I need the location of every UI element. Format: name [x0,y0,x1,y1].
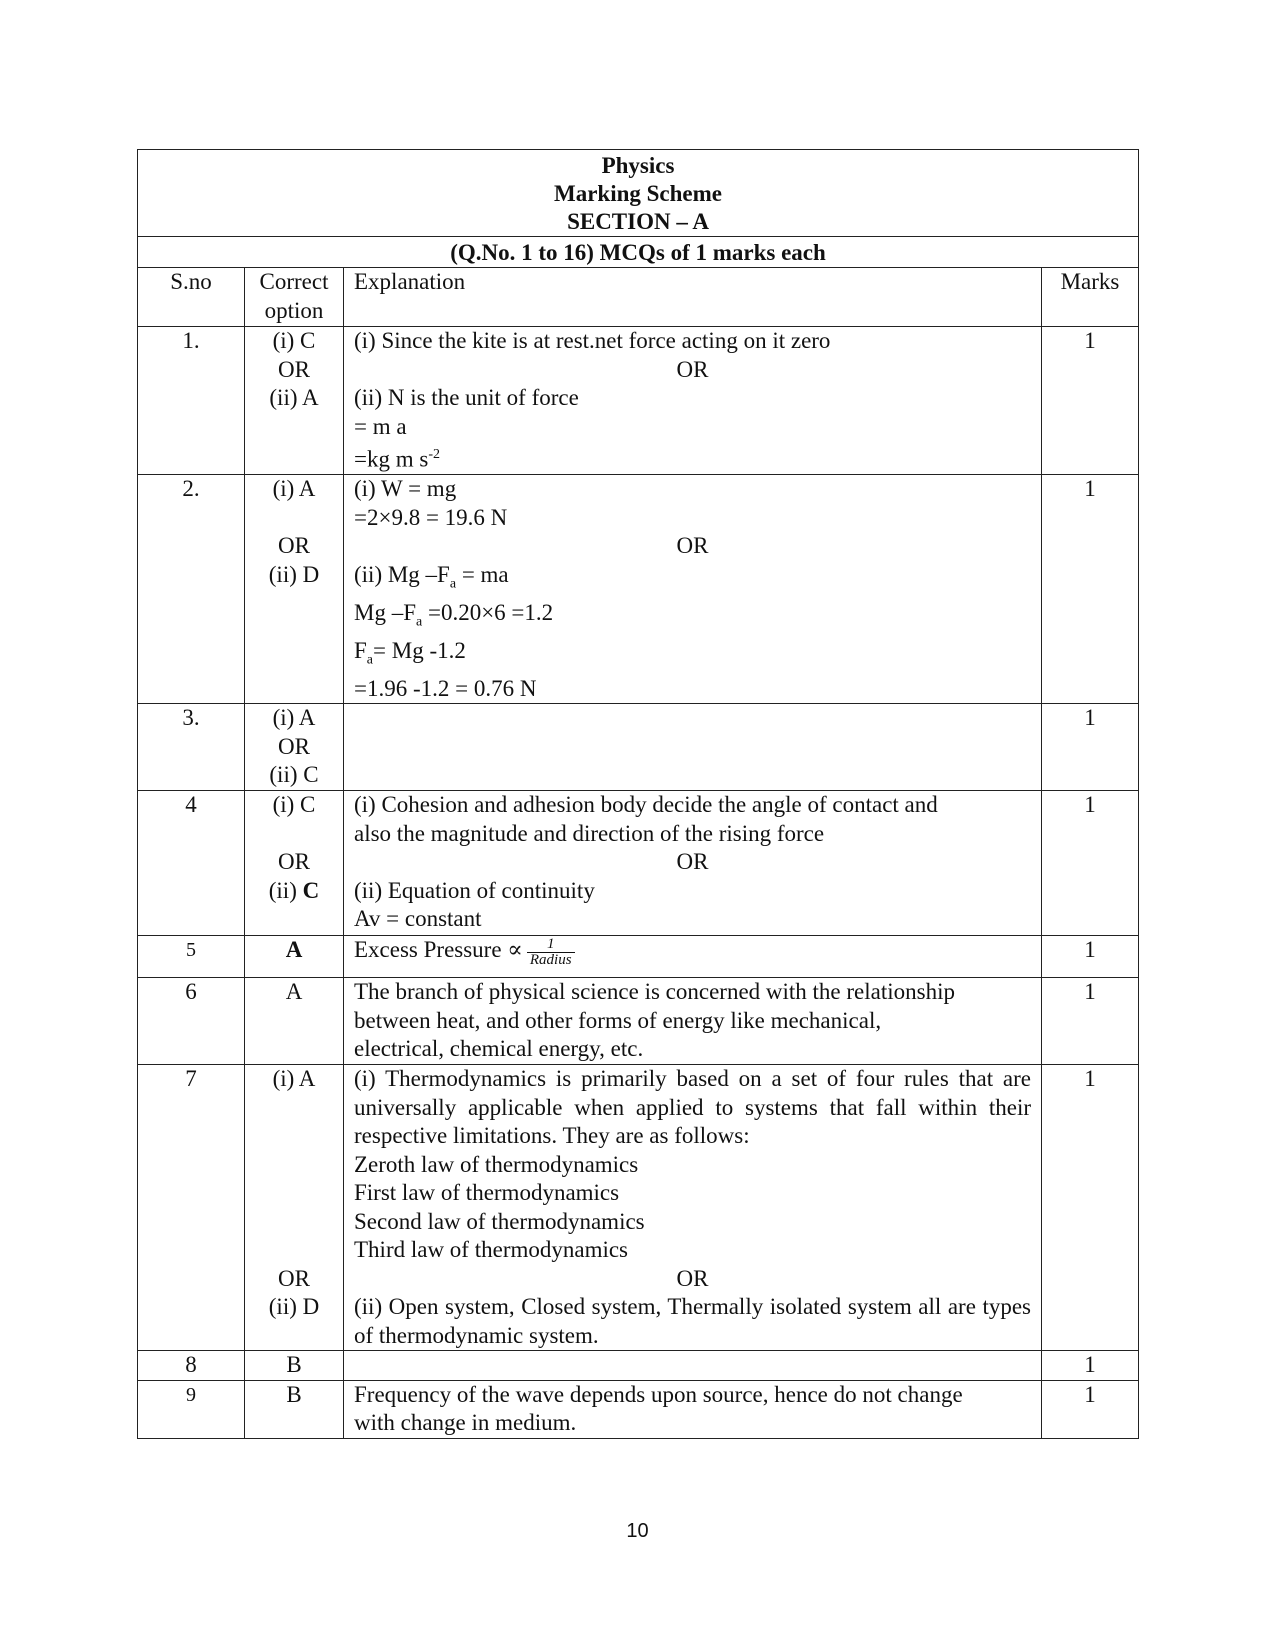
col-option-line1: Correct [259,269,329,294]
option-ii-prefix: (ii) [268,877,303,903]
explanation-line: Av = constant [354,906,482,932]
option-ii: (ii) A [269,385,319,410]
subheading-row [138,237,1139,268]
explanation-or: OR [676,1265,709,1291]
explanation-line: (i) Since the kite is at rest.net force acting on it zero [354,328,831,353]
option-cell: B [245,1351,344,1381]
explanation-line: electrical, chemical energy, etc. [354,1036,644,1062]
explanation-line: =2×9.8 = 19.6 N [354,504,508,530]
explanation-line: (ii) N is the unit of force [354,385,579,410]
table-row [138,704,1139,791]
section-title: SECTION – A [567,209,709,234]
option-ii: (ii) D [268,1294,320,1320]
unit-exponent: -2 [428,447,440,462]
option-letter: A [285,937,303,963]
sno-cell: 8 [138,1351,245,1381]
option-cell [245,791,344,936]
explanation-line [354,599,1031,637]
subject-title: Physics [601,153,675,178]
option-cell [245,327,344,475]
table-row [138,978,1139,1065]
explanation-cell [344,1351,1042,1381]
sno-cell: 3. [138,704,245,791]
explanation-cell [344,978,1042,1065]
title-row [138,150,1139,237]
option-or: OR [278,849,310,875]
option-ii-letter: C [302,877,320,903]
option-ii: (ii) C [269,762,319,788]
fraction-numerator: 1 [527,937,575,953]
sno-cell: 9 [138,1380,245,1438]
table-row [138,936,1139,978]
marks-cell: 1 [1042,978,1139,1065]
marks-cell: 1 [1042,1351,1139,1381]
col-marks: Marks [1042,268,1139,327]
explanation-line: also the magnitude and direction of the rising force [354,820,825,846]
option-cell: B [245,1380,344,1438]
explanation-line: = m a [354,413,407,439]
marking-scheme-table [137,149,1139,1439]
marks-cell: 1 [1042,704,1139,791]
fraction-denominator: Radius [529,951,572,968]
explanation-cell [344,704,1042,791]
eq-subscript: a [449,576,457,592]
marks-cell: 1 [1042,791,1139,936]
option-or: OR [278,533,310,559]
eq-part: = Mg -1.2 [373,637,466,663]
option-cell [245,704,344,791]
explanation-or: OR [676,533,709,559]
sno-cell: 5 [138,936,245,978]
option-ii: (ii) D [268,561,320,587]
explanation-cell [344,936,1042,978]
explanation-line: (ii) Equation of continuity [354,877,595,903]
explanation-line [354,637,1031,675]
law-item: Second law of thermodynamics [354,1208,645,1234]
explanation-line: with change in medium. [354,1410,577,1436]
col-correct-option [245,268,344,327]
option-i: (i) C [272,328,316,353]
option-i: (i) A [272,1066,316,1092]
column-header-row [138,268,1139,327]
explanation-line [354,441,1031,474]
eq-part: =0.20×6 =1.2 [422,599,554,625]
option-cell [245,475,344,704]
explanation-line: Excess Pressure ∝ [354,937,523,963]
law-item: Zeroth law of thermodynamics [354,1151,639,1177]
table-row [138,1380,1139,1438]
sno-cell: 2. [138,475,245,704]
eq-part: (ii) Mg –F [354,561,450,587]
option-i: (i) A [272,705,316,731]
explanation-cell [344,1380,1042,1438]
option-ii [249,877,339,906]
table-row [138,791,1139,936]
law-item: Third law of thermodynamics [354,1237,629,1263]
eq-part: = ma [456,561,509,587]
marks-cell: 1 [1042,475,1139,704]
option-i: (i) C [272,792,316,818]
option-or: OR [278,1265,310,1291]
sno-cell: 4 [138,791,245,936]
table-row [138,1351,1139,1381]
explanation-cell [344,475,1042,704]
marks-cell: 1 [1042,1380,1139,1438]
explanation-paragraph: (i) Thermodynamics is primarily based on a set of four rules that are universally applicable when applied to systems that fall within their respective limitations. They are as follows: [354,1066,1031,1149]
explanation-paragraph: (ii) Open system, Closed system, Thermally isolated system all are types of thermodynamic system. [354,1294,1031,1348]
eq-subscript: a [366,652,374,668]
col-option-line2: option [264,297,324,323]
explanation-line: (i) Cohesion and adhesion body decide the angle of contact and [354,792,938,818]
eq-part: F [354,637,367,663]
marks-cell: 1 [1042,1065,1139,1351]
table-row [138,475,1139,704]
table-row [138,327,1139,475]
explanation-line: (i) W = mg [354,476,457,502]
explanation-line: =1.96 -1.2 = 0.76 N [354,675,537,701]
explanation-or: OR [676,356,709,382]
option-cell [245,936,344,978]
explanation-line: Frequency of the wave depends upon source, hence do not change [354,1381,963,1407]
sno-cell: 1. [138,327,245,475]
fraction [527,937,575,968]
explanation-line [354,561,1031,599]
page-number: 10 [626,1520,649,1542]
table-row [138,1065,1139,1351]
sno-cell: 7 [138,1065,245,1351]
option-i: (i) A [272,476,316,502]
unit-text: =kg m s [354,446,429,472]
section-subheading: (Q.No. 1 to 16) MCQs of 1 marks each [138,237,1139,268]
explanation-cell [344,327,1042,475]
col-sno: S.no [138,268,245,327]
document-title: Marking Scheme [554,181,723,206]
eq-part: Mg –F [354,599,416,625]
option-or: OR [278,733,310,759]
law-item: First law of thermodynamics [354,1180,620,1206]
marks-cell: 1 [1042,936,1139,978]
sno-cell: 6 [138,978,245,1065]
marks-cell: 1 [1042,327,1139,475]
explanation-or: OR [676,849,709,875]
explanation-cell [344,791,1042,936]
option-cell [245,1065,344,1351]
option-cell: A [245,978,344,1065]
explanation-cell [344,1065,1042,1351]
option-or: OR [278,356,310,382]
explanation-line: The branch of physical science is concerned with the relationship [354,979,955,1005]
explanation-line: between heat, and other forms of energy like mechanical, [354,1007,882,1033]
col-explanation: Explanation [344,268,1042,327]
eq-subscript: a [416,614,423,630]
marking-scheme-page [137,149,1138,1439]
